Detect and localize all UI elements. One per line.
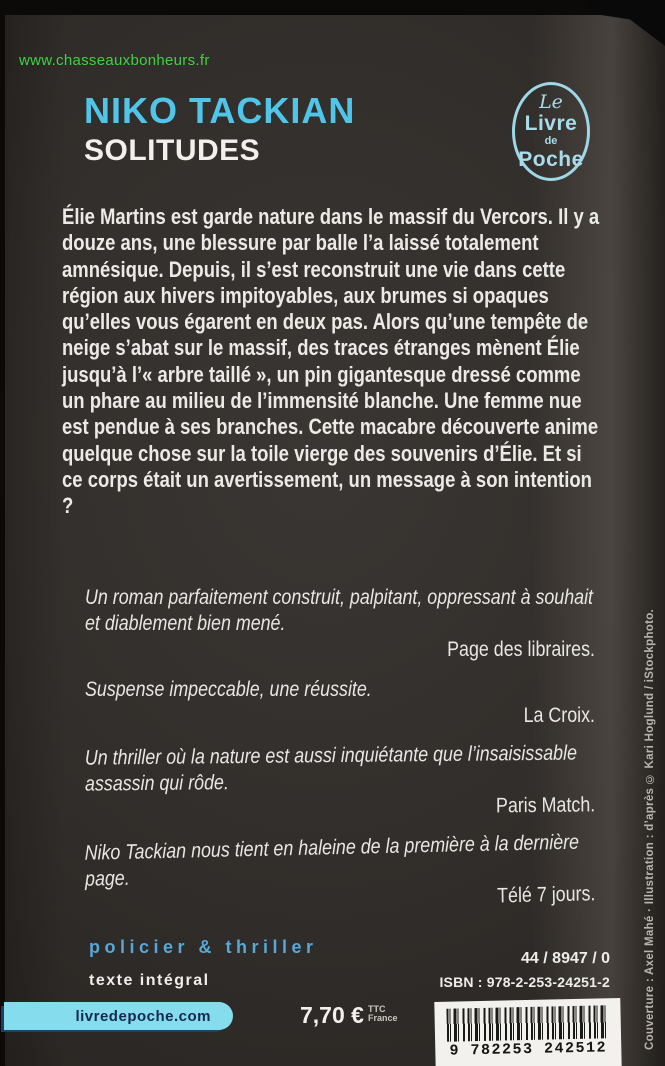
price-block — [300, 1002, 397, 1029]
livre-de-poche-logo — [512, 82, 590, 181]
genre-label: policier & thriller — [89, 937, 318, 957]
edition-note: texte intégral — [89, 972, 210, 989]
price-amount: 7,70 € — [300, 1002, 364, 1028]
quote-text: Un roman parfaitement construit, palpitant, oppressant à souhait et diablement bien mené. — [85, 586, 594, 635]
quote-source: Page des libraires. — [447, 638, 595, 661]
press-quotes — [85, 585, 595, 927]
quote-source: Paris Match. — [495, 793, 596, 818]
isbn-label: ISBN : 978-2-253-24251-2 — [439, 974, 610, 990]
author-name: NIKO TACKIAN — [84, 90, 356, 131]
barcode-digits: 9 782253 242512 — [449, 1039, 608, 1060]
photo-top-edge — [0, 0, 665, 15]
synopsis-paragraph: Élie Martins est garde nature dans le massif du Vercors. Il y a douze ans, une blessure par balle l’a laissé totalement amnésique. Depuis, il s’est reconstruit une vie dans cette région aux hivers impitoyables, aux brumes si opaques qu’elles vous égarent en deux pas. Alors qu’une tempête de neige s’abat sur le massif, des traces étranges mènent Élie jusqu’à l’« arbre taillé », un pin gigantesque dressé comme un phare au milieu de l’immensité blanche. Une femme nue est pendue à ses branches. Cette macabre découverte anime quelque chose sur la toile vierge des souvenirs d’Élie. Et si ce corps était un avertissement, un message à son intention ? — [62, 204, 600, 519]
watermark-url: www.chasseauxbonheurs.fr — [19, 52, 210, 69]
quote-text: Suspense impeccable, une réussite. — [85, 678, 372, 701]
price-region: France — [367, 1013, 398, 1023]
cover-credits-vertical: Couverture : Axel Mahé · Illustration : d’après © Kari Hoglund / iStockphoto. — [644, 608, 656, 1050]
press-quote — [85, 677, 595, 729]
quote-text: Un thriller où la nature est aussi inquiétante que l’insaisissable assassin qui rôde. — [84, 741, 578, 796]
book-title: SOLITUDES — [84, 134, 261, 167]
logo-word-livre: Livre — [524, 112, 578, 135]
press-quote — [84, 829, 595, 919]
price-tax-note — [368, 1005, 398, 1023]
barcode-bars — [446, 1005, 609, 1041]
press-quote — [85, 740, 596, 823]
logo-word-le: Le — [539, 91, 563, 113]
quote-text: Niko Tackian nous tient en haleine de la première à la dernière page. — [84, 830, 580, 891]
logo-word-de: de — [544, 135, 558, 147]
logo-word-poche: Poche — [518, 148, 584, 171]
price-tax: TTC — [367, 1004, 386, 1014]
publisher-website: livredepoche.com — [75, 1007, 211, 1025]
ean-barcode — [434, 998, 621, 1066]
photo-corner-shadow — [587, 0, 665, 46]
quote-source: Télé 7 jours. — [496, 882, 596, 908]
print-code: 44 / 8947 / 0 — [521, 950, 610, 967]
press-quote — [85, 585, 595, 663]
publisher-website-pill — [4, 1002, 233, 1030]
photo-left-edge — [0, 0, 5, 1066]
quote-source: La Croix. — [523, 704, 595, 727]
